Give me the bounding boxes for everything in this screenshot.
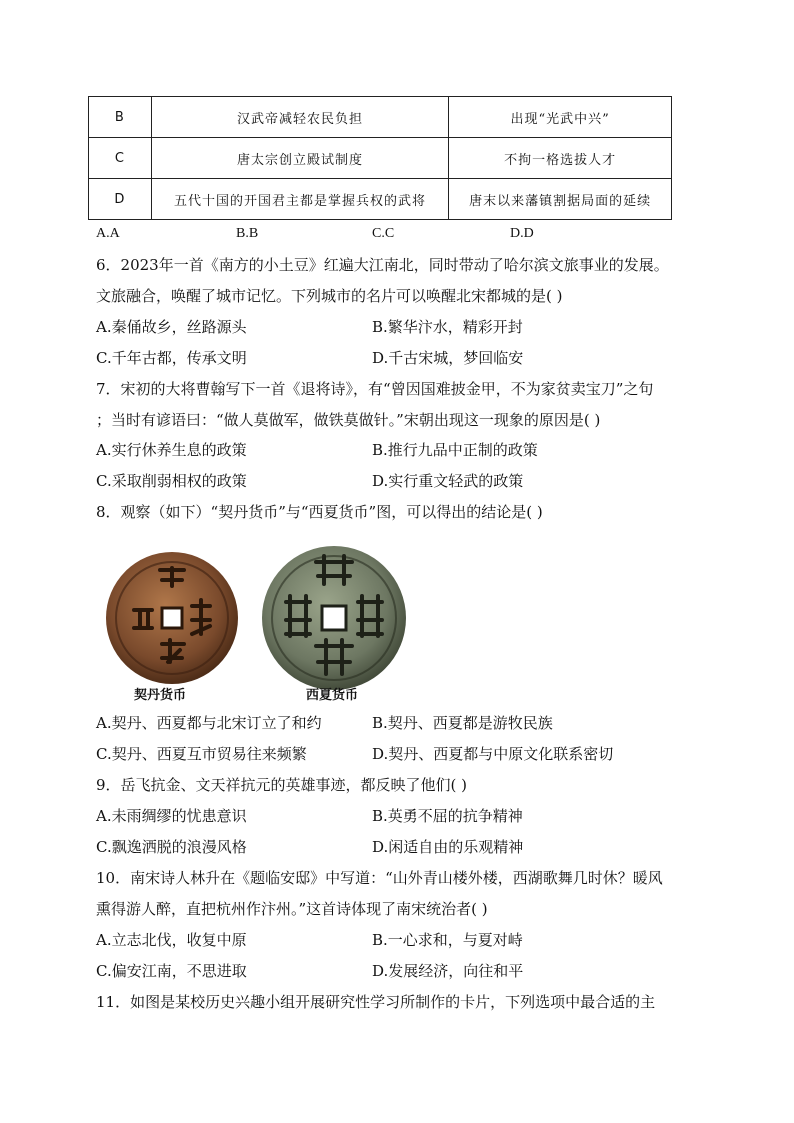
option-b: B.繁华汴水，精彩开封 — [372, 318, 523, 336]
table-cell-measure: 五代十国的开国君主都是掌握兵权的武将 — [151, 179, 449, 220]
table-cell-result: 不拘一格选拔人才 — [449, 138, 672, 179]
option-c: C.千年古都，传承文明 — [96, 349, 247, 367]
option-a: A.实行休养生息的政策 — [96, 441, 247, 459]
option-a: A.未雨绸缪的忧患意识 — [96, 807, 247, 825]
option-a: A.立志北伐，收复中原 — [96, 931, 247, 949]
option-c: C.偏安江南，不思进取 — [96, 962, 247, 980]
question-8-options — [96, 708, 706, 770]
table-cell-option: B — [89, 97, 152, 138]
table-row — [89, 138, 672, 179]
question-9-stem: 9．岳飞抗金、文天祥抗元的英雄事迹，都反映了他们( ) — [96, 776, 468, 794]
question-7-stem: 7．宋初的大将曹翰写下一首《退将诗》，有“曾因国难披金甲，不为家贫卖宝刀”之句 ；当时有谚语曰：“做人莫做军，做铁莫做针。”宋朝出现这一现象的原因是( ) — [96, 380, 654, 429]
option-d: D.发展经济，向往和平 — [372, 962, 524, 980]
table-cell-measure: 唐太宗创立殿试制度 — [151, 138, 449, 179]
khitan-coin — [106, 552, 238, 684]
option-c: C.飘逸洒脱的浪漫风格 — [96, 838, 247, 856]
western-xia-coin — [262, 546, 406, 690]
option-a: A.契丹、西夏都与北宋订立了和约 — [96, 714, 322, 732]
choice-d: D.D — [510, 226, 534, 241]
choice-b: B.B — [236, 226, 259, 241]
option-c: C.采取削弱相权的政策 — [96, 472, 247, 490]
option-c: C.契丹、西夏互市贸易往来频繁 — [96, 745, 307, 763]
option-d: D.实行重文轻武的政策 — [372, 472, 524, 490]
choice-a: A.A — [96, 226, 120, 241]
option-b: B.英勇不屈的抗争精神 — [372, 807, 523, 825]
question-10-stem: 10．南宋诗人林升在《题临安邸》中写道：“山外青山楼外楼，西湖歌舞几时休？暖风 熏得游人醉，直把杭州作汴州。”这首诗体现了南宋统治者( ) — [96, 869, 663, 918]
choice-c: C.C — [372, 226, 395, 241]
answer-options-table — [88, 96, 672, 220]
option-b: B.契丹、西夏都是游牧民族 — [372, 714, 553, 732]
coins-illustration — [100, 540, 420, 705]
question-6-stem: 6．2023年一首《南方的小土豆》红遍大江南北，同时带动了哈尔滨文旅事业的发展。 文旅融合，唤醒了城市记忆。下列城市的名片可以唤醒北宋都城的是( ) — [96, 256, 669, 305]
option-b: B.推行九品中正制的政策 — [372, 441, 538, 459]
coin-label-khitan: 契丹货币 — [134, 688, 187, 703]
table-cell-measure: 汉武帝减轻农民负担 — [151, 97, 449, 138]
question-7-options — [96, 435, 706, 497]
option-d: D.闲适自由的乐观精神 — [372, 838, 524, 856]
table-row — [89, 97, 672, 138]
table-row — [89, 179, 672, 220]
table-cell-result: 出现“光武中兴” — [449, 97, 672, 138]
question-8-stem: 8．观察（如下）“契丹货币”与“西夏货币”图，可以得出的结论是( ) — [96, 503, 543, 521]
question-10-options — [96, 925, 706, 987]
question-11-stem: 11．如图是某校历史兴趣小组开展研究性学习所制作的卡片，下列选项中最合适的主 — [96, 993, 656, 1011]
table-cell-option: C — [89, 138, 152, 179]
table-cell-option: D — [89, 179, 152, 220]
table-cell-result: 唐末以来藩镇割据局面的延续 — [449, 179, 672, 220]
coins-figure — [100, 540, 420, 705]
question-6-options — [96, 312, 706, 374]
option-a: A.秦俑故乡，丝路源头 — [96, 318, 247, 336]
option-b: B.一心求和，与夏对峙 — [372, 931, 523, 949]
coin-label-western-xia: 西夏货币 — [306, 688, 359, 703]
option-d: D.千古宋城，梦回临安 — [372, 349, 524, 367]
question-9-options — [96, 801, 706, 863]
option-d: D.契丹、西夏都与中原文化联系密切 — [372, 745, 614, 763]
